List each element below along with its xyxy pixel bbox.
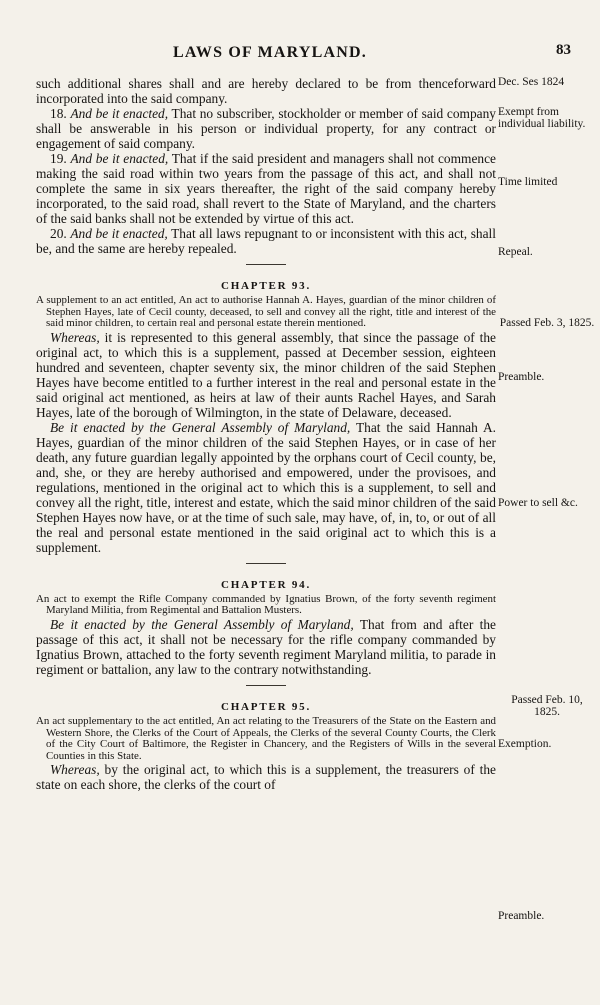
chapter-93-preamble xyxy=(36,330,496,420)
chapter-95-heading: CHAPTER 95. xyxy=(220,700,312,713)
chapter-95-title: An act supplementary to the act entitled, An act relating to the Treasurers of the State on the Eastern and Western Shore, the Clerks of the Court of Appeals, the Clerks of the several County Courts, the Clerk of the City Court of Baltimore, the Register in Chancery, and the Registers of Wills in the several Counties in this State. xyxy=(36,714,496,762)
chapter-93-enactment xyxy=(36,420,496,555)
preamble-text: by the original act, to which this is a supplement, the treasurers of the state on each shore, the clerks of the court of xyxy=(36,762,496,793)
enactment-text: That from and after the passage of this act, it shall not be necessary for the rifle company commanded by Ignatius Brown, attached to the forty seventh regiment Maryland militia, to parade in regiment or battalion, any law to the contrary notwithstanding. xyxy=(36,616,497,677)
enacting-phrase: And be it enacted, xyxy=(70,151,169,166)
chapter-94-title: An act to exempt the Rifle Company commanded by Ignatius Brown, of the forty seventh regiment Maryland Militia, from Regimental and Battalion Musters. xyxy=(36,592,496,617)
chapter-93-title: A supplement to an act entitled, An act to authorise Hannah A. Hayes, guardian of the minor children of Stephen Hayes, late of Cecil county, deceased, to sell and convey all the right, title and interest of the said minor children, to certain real and personal estate therein mentioned. xyxy=(36,294,496,330)
section-number: 20. xyxy=(50,226,67,241)
margin-note-power-to-sell: Power to sell &c. xyxy=(498,497,578,509)
enacting-phrase: And be it enacted, xyxy=(70,106,169,121)
margin-note-preamble-93: Preamble. xyxy=(498,371,545,383)
margin-note-time-limited: Time limited xyxy=(498,176,558,188)
section-text: That if the said president and managers shall not commence making the said road within two years from the passage of this act, and shall not complete the same in six years thereafter, the right of the said company hereby incorporated, to the said road, shall revert to the State of Maryland, and the charters of the said banks shall not be extended by virtue of this act. xyxy=(36,151,496,226)
continuation-paragraph: such additional shares shall and are hereby declared to be from thenceforward incorporated into the said company. xyxy=(36,76,496,106)
section-text: That all laws repugnant to or inconsistent with this act, shall be, and the same are hereby repealed. xyxy=(36,226,496,256)
section-19 xyxy=(36,151,496,226)
main-text-column xyxy=(36,76,496,792)
section-20 xyxy=(36,226,496,256)
margin-note-preamble-95: Preamble. xyxy=(498,910,545,922)
enacting-phrase: And be it enacted, xyxy=(70,226,168,241)
chapter-93-heading: CHAPTER 93. xyxy=(220,280,312,292)
chapter-95-preamble xyxy=(36,762,496,792)
enacting-phrase: Be it enacted by the General Assembly of Maryland, xyxy=(50,419,351,435)
section-divider xyxy=(246,685,286,686)
page-number: 83 xyxy=(556,42,571,58)
margin-note-session: Dec. Ses 1824 xyxy=(498,76,565,88)
running-head: LAWS OF MARYLAND. xyxy=(173,44,367,61)
margin-note-repeal: Repeal. xyxy=(498,246,533,258)
section-number: 18. xyxy=(50,106,67,121)
section-text: That no subscriber, stockholder or member of said company shall be answerable in his person or individual property, for any contract or engagement of said company. xyxy=(36,106,496,151)
enacting-phrase: Be it enacted by the General Assembly of Maryland, xyxy=(50,616,354,632)
preamble-text: it is represented to this general assembly, that since the passage of the original act, to which this is a supplement, passed at December session, eighteen hundred and seventeen, chapter seventy six, the minor children of the said Stephen Hayes have become entitled to a further interest in the real and personal estate in the said original act mentioned, as heirs at law of their aunts Rachel Hayes, and Sarah Hayes, late of the borough of Wilmington, in the state of Delaware, deceased. xyxy=(36,329,496,420)
margin-note-passed-93: Passed Feb. 3, 1825. xyxy=(499,317,595,329)
enactment-text: That the said Hannah A. Hayes, guardian of the minor children of the said Stephen Hayes, or in case of her death, any future guardian legally appointed by the orphans court of Cecil county, be, and, she, or they are hereby authorised and empowered, under the provisoes, and regulations, mentioned in the original act to which this is a supplement, to sell and convey all the right, title, interest and estate, which the said minor children of the said Stephen Hayes now have, or at the time of such sale, may have, of, in, to, or out of all the real and personal estate mentioned in the said original act to which this is a supplement. xyxy=(36,419,497,555)
section-divider xyxy=(246,563,286,564)
margin-note-exemption: Exemption. xyxy=(498,738,552,750)
section-divider xyxy=(246,264,286,265)
margin-note-passed-94: Passed Feb. 10, 1825. xyxy=(511,694,583,718)
whereas-phrase: Whereas, xyxy=(50,762,100,778)
section-number: 19. xyxy=(50,151,67,166)
section-18 xyxy=(36,106,496,151)
margin-note-exempt: Exempt from individual liability. xyxy=(498,106,586,130)
chapter-94-enactment xyxy=(36,617,496,677)
chapter-94-heading: CHAPTER 94. xyxy=(220,578,312,591)
whereas-phrase: Whereas, xyxy=(50,329,100,345)
